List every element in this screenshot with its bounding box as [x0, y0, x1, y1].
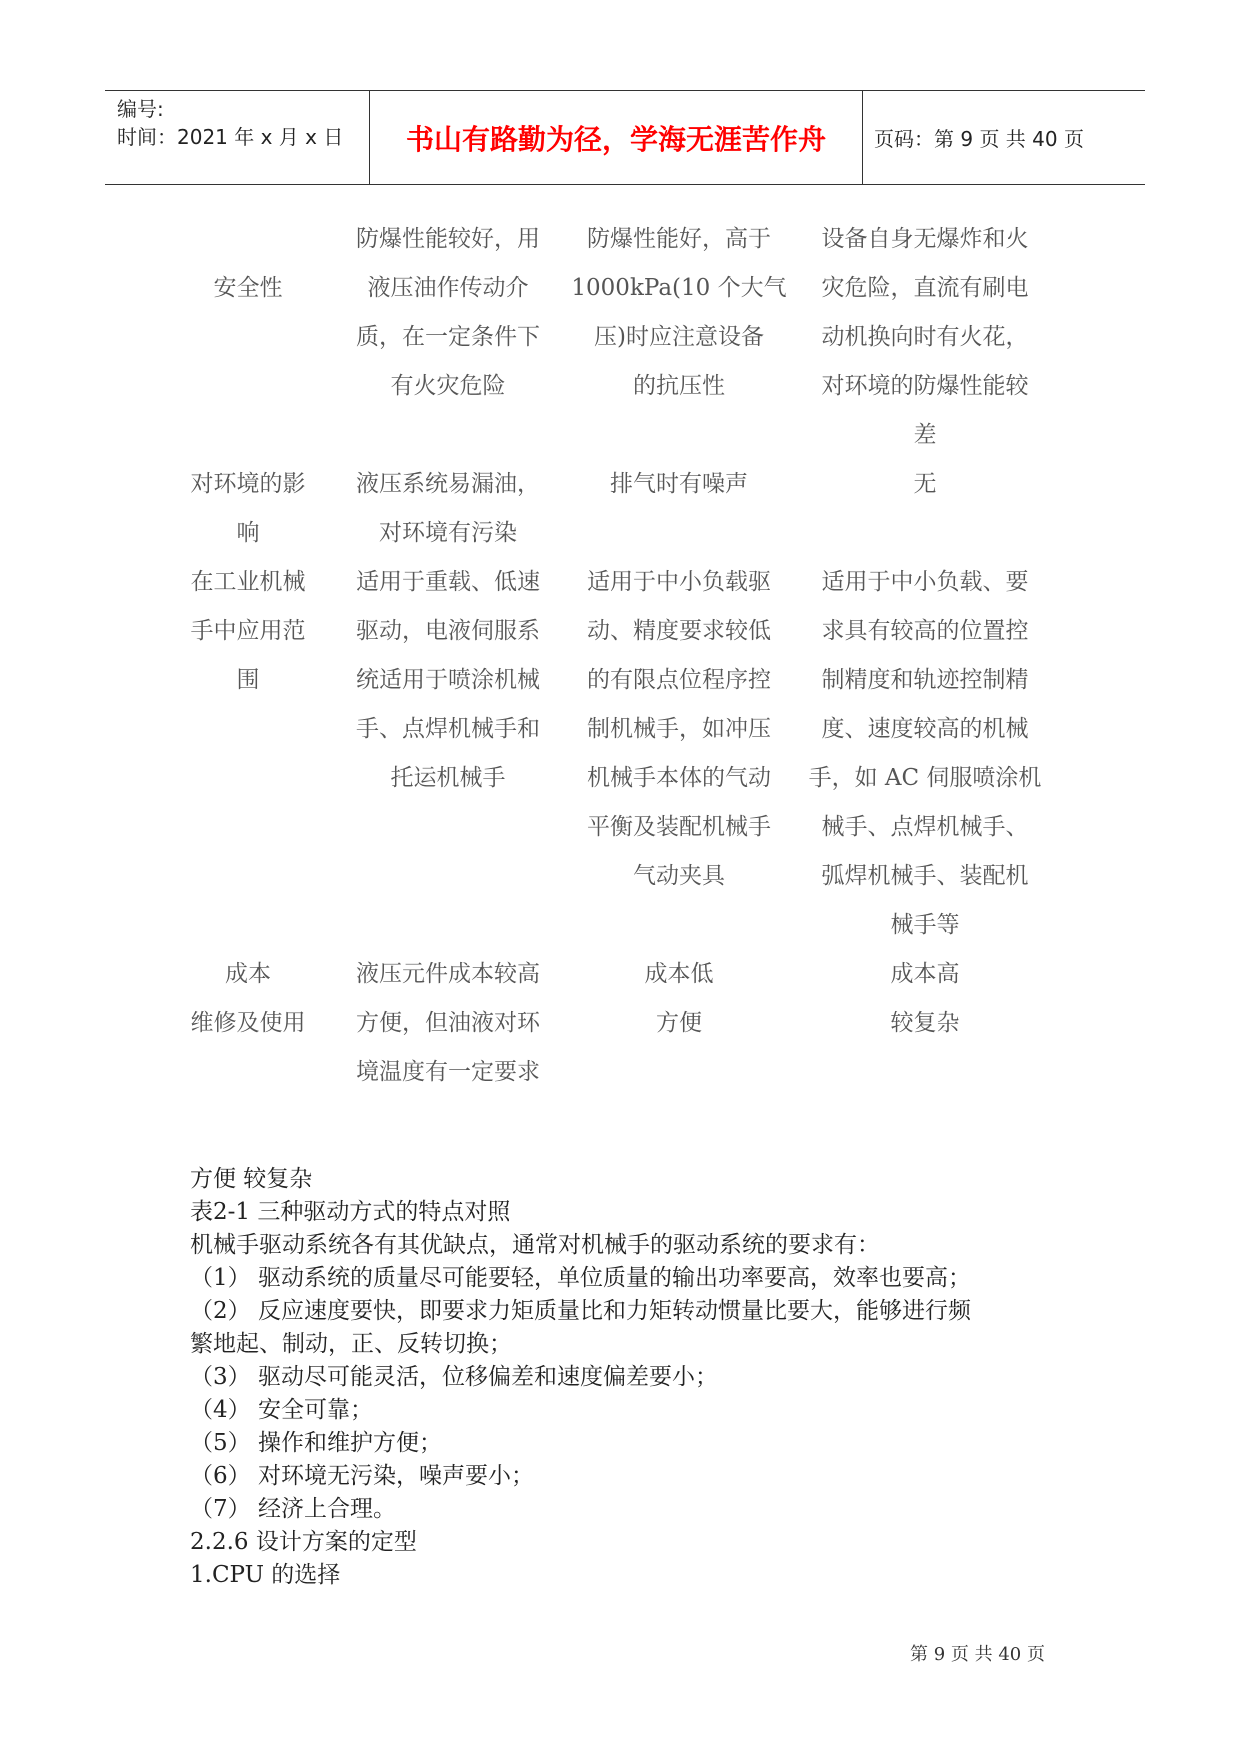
cell-line: 适用于中小负载、要 — [821, 569, 1029, 595]
body-line: 机械手驱动系统各有其优缺点，通常对机械手的驱动系统的要求有： — [190, 1232, 880, 1258]
body-line: 繁地起、制动，正、反转切换； — [190, 1331, 512, 1357]
body-line: （4） 安全可靠； — [190, 1397, 373, 1423]
cell-line: 动、精度要求较低 — [587, 618, 771, 644]
cell-line: 液压元件成本较高 — [356, 961, 540, 987]
cell-line: 械手、点焊机械手、 — [821, 814, 1029, 840]
cell-line: 液压系统易漏油， — [356, 471, 540, 497]
cell-line: 无 — [913, 471, 937, 497]
body-line: （2） 反应速度要快，即要求力矩质量比和力矩转动惯量比要大，能够进行频 — [190, 1298, 971, 1324]
cell-line: 适用于重载、低速 — [356, 569, 540, 595]
table-row — [0, 460, 1241, 558]
cell-pneumatic — [568, 460, 790, 509]
row-label — [178, 460, 318, 558]
doc-time: 时间：2021 年 x 月 x 日 — [117, 125, 344, 149]
table-row — [0, 558, 1241, 950]
body-text — [190, 1163, 971, 1592]
cell-line: 液压油作传动介 — [367, 275, 529, 301]
cell-pneumatic — [568, 999, 790, 1048]
cell-line: 机械手本体的气动 — [587, 765, 771, 791]
cell-line: 有火灾危险 — [390, 373, 506, 399]
cell-line: 排气时有噪声 — [610, 471, 748, 497]
cell-electric — [802, 460, 1048, 509]
body-line: 1.CPU 的选择 — [190, 1562, 341, 1588]
cell-line: 1000kPa(10 个大气 — [571, 275, 787, 301]
body-line: 方便 较复杂 — [190, 1166, 313, 1192]
cell-line: 适用于中小负载驱 — [587, 569, 771, 595]
cell-line: 手，如 AC 伺服喷涂机 — [808, 765, 1042, 791]
cell-line: 在工业机械 — [190, 569, 306, 595]
header-motto: 书山有路勤为径，学海无涯苦作舟 — [370, 91, 863, 184]
cell-line: 成本低 — [644, 961, 714, 987]
page-footer: 第 9 页 共 40 页 — [910, 1644, 1045, 1665]
body-line: 表2-1 三种驱动方式的特点对照 — [190, 1199, 511, 1225]
cell-line: 手、点焊机械手和 — [356, 716, 540, 742]
cell-line: 托运机械手 — [390, 765, 506, 791]
cell-hydraulic — [340, 558, 556, 803]
body-line: （6） 对环境无污染，噪声要小； — [190, 1463, 534, 1489]
doc-number-label: 编号: — [117, 97, 164, 121]
cell-hydraulic — [340, 215, 556, 411]
body-line: （5） 操作和维护方便； — [190, 1430, 442, 1456]
body-line: （3） 驱动尽可能灵活，位移偏差和速度偏差要小； — [190, 1364, 718, 1390]
cell-pneumatic — [568, 215, 790, 411]
body-line: 2.2.6 设计方案的定型 — [190, 1529, 417, 1555]
cell-line: 压)时应注意设备 — [594, 324, 764, 350]
cell-hydraulic — [340, 950, 556, 999]
cell-line: 成本 — [225, 961, 271, 987]
cell-line: 弧焊机械手、装配机 — [821, 863, 1029, 889]
table-row — [0, 215, 1241, 460]
header-meta — [105, 91, 370, 184]
cell-line: 围 — [236, 667, 260, 693]
cell-hydraulic — [340, 460, 556, 558]
cell-hydraulic — [340, 999, 556, 1097]
cell-line: 械手等 — [890, 912, 960, 938]
cell-line: 方便，但油液对环 — [356, 1010, 540, 1036]
cell-line: 安全性 — [213, 275, 283, 301]
cell-line: 质，在一定条件下 — [356, 324, 540, 350]
cell-line: 灾危险，直流有刷电 — [821, 275, 1029, 301]
cell-line: 成本高 — [890, 961, 960, 987]
cell-line: 防爆性能较好，用 — [356, 226, 540, 252]
cell-electric — [802, 999, 1048, 1048]
cell-line: 平衡及装配机械手 — [587, 814, 771, 840]
table-row — [0, 950, 1241, 999]
cell-line: 气动夹具 — [633, 863, 725, 889]
header-page-info: 页码：第 9 页 共 40 页 — [874, 127, 1084, 151]
cell-line: 的抗压性 — [633, 373, 725, 399]
row-label — [178, 999, 318, 1048]
body-line: （7） 经济上合理。 — [190, 1496, 396, 1522]
cell-line: 方便 — [656, 1010, 702, 1036]
cell-line: 求具有较高的位置控 — [821, 618, 1029, 644]
cell-line: 的有限点位程序控 — [587, 667, 771, 693]
table-row — [0, 999, 1241, 1097]
cell-line: 较复杂 — [890, 1010, 960, 1036]
row-label — [178, 950, 318, 999]
cell-electric — [802, 950, 1048, 999]
cell-line: 手中应用范 — [190, 618, 306, 644]
cell-line: 防爆性能好，高于 — [587, 226, 771, 252]
cell-line: 对环境的防爆性能较 — [821, 373, 1029, 399]
page-header — [105, 90, 1145, 185]
cell-line: 对环境的影 — [190, 471, 306, 497]
cell-electric — [802, 558, 1048, 950]
cell-line: 制精度和轨迹控制精 — [821, 667, 1029, 693]
cell-line: 设备自身无爆炸和火 — [821, 226, 1029, 252]
row-label — [178, 264, 318, 313]
cell-line: 度、速度较高的机械 — [821, 716, 1029, 742]
cell-line: 响 — [236, 520, 260, 546]
cell-pneumatic — [568, 558, 790, 901]
cell-line: 统适用于喷涂机械 — [356, 667, 540, 693]
cell-electric — [802, 215, 1048, 460]
cell-line: 对环境有污染 — [379, 520, 517, 546]
cell-line: 驱动，电液伺服系 — [356, 618, 540, 644]
cell-line: 境温度有一定要求 — [356, 1059, 540, 1085]
cell-pneumatic — [568, 950, 790, 999]
body-line: （1） 驱动系统的质量尽可能要轻，单位质量的输出功率要高，效率也要高； — [190, 1265, 971, 1291]
cell-line: 维修及使用 — [190, 1010, 306, 1036]
cell-line: 动机换向时有火花， — [821, 324, 1029, 350]
cell-line: 差 — [913, 422, 937, 448]
row-label — [178, 558, 318, 705]
cell-line: 制机械手，如冲压 — [587, 716, 771, 742]
